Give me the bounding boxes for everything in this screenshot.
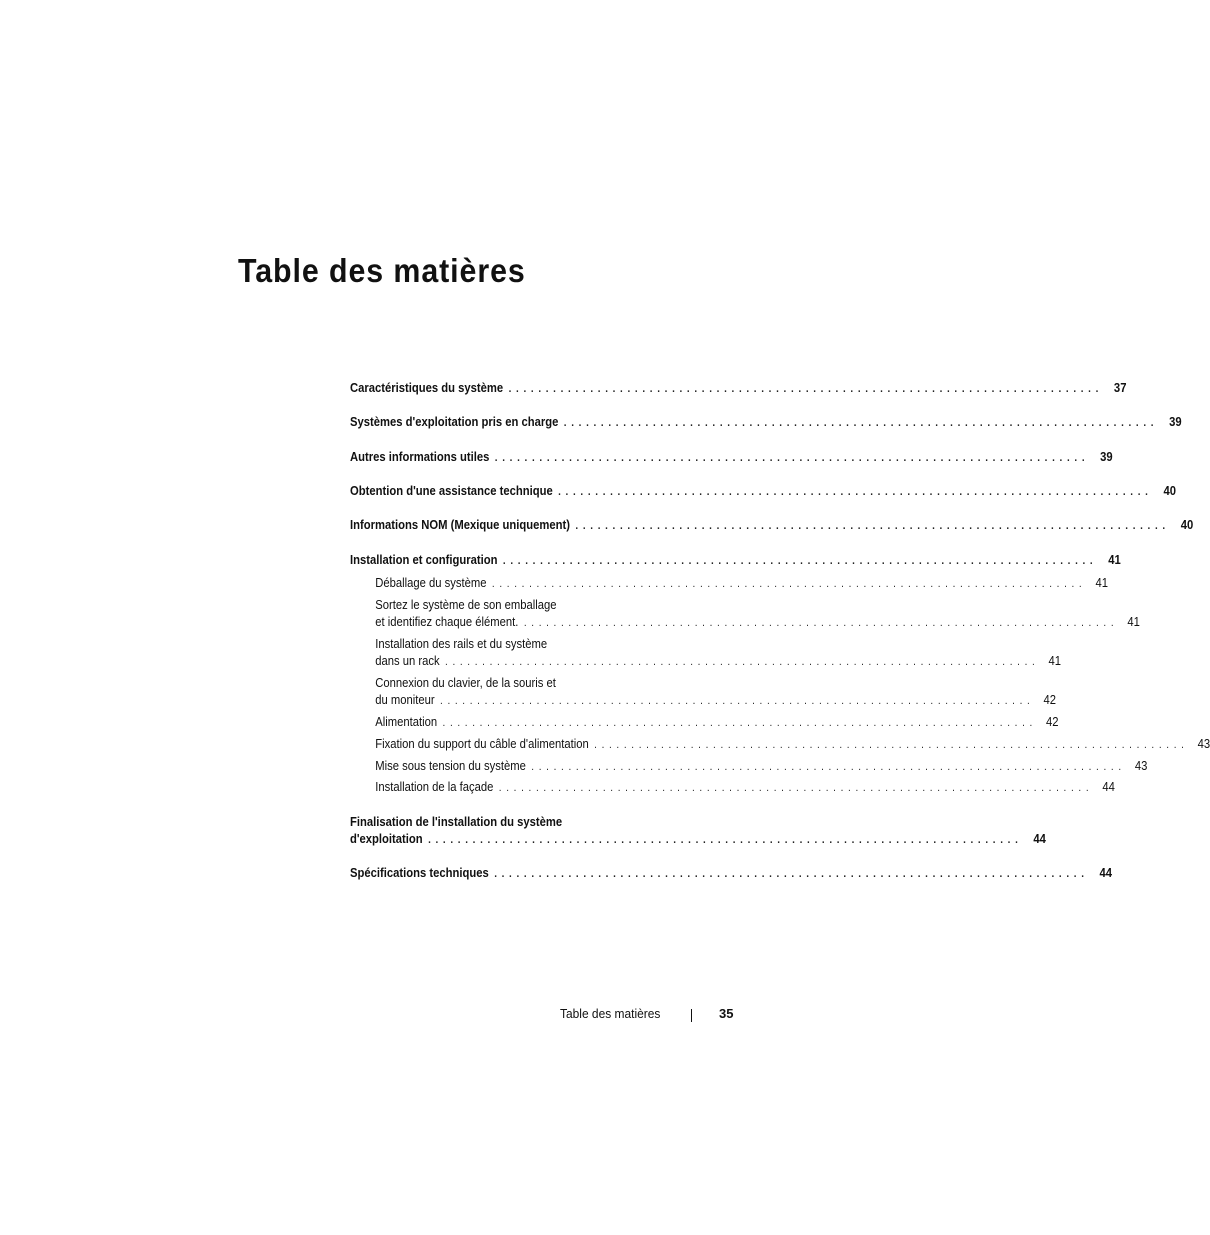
dot-leader: ................................................................................ xyxy=(494,868,1089,880)
toc-entry-title: Déballage du système xyxy=(375,576,487,590)
toc-entry[interactable] xyxy=(350,483,1176,500)
toc-entry-title-line: Sortez le système de son emballage xyxy=(375,598,557,612)
toc-entry-title-line: Connexion du clavier, de la souris et xyxy=(375,676,556,690)
toc-entry-page-number: 39 xyxy=(1169,415,1182,429)
toc-entry-page-number: 42 xyxy=(1043,693,1057,707)
dot-leader: ................................................................................ xyxy=(491,578,1087,590)
page-number: 35 xyxy=(719,1006,734,1021)
toc-entry-page-number: 43 xyxy=(1134,759,1148,773)
footer-separator xyxy=(691,1009,692,1022)
dot-leader: ................................................................................ xyxy=(494,452,1090,464)
toc-entry[interactable] xyxy=(350,449,1113,466)
toc-entry-page-number: 40 xyxy=(1180,518,1194,532)
toc-entry-title: Obtention d'une assistance technique xyxy=(350,484,553,498)
toc-entry-title: Caractéristiques du système xyxy=(350,381,504,395)
toc-entry-title: Autres informations utiles xyxy=(350,450,490,464)
dot-leader: ................................................................................ xyxy=(523,617,1119,629)
dot-leader: ................................................................................ xyxy=(440,695,1035,707)
toc-entry[interactable] xyxy=(350,814,1046,848)
dot-leader: ................................................................................ xyxy=(531,761,1126,773)
dot-leader: ................................................................................ xyxy=(508,383,1104,395)
toc-entry[interactable] xyxy=(350,758,1148,775)
toc-entry[interactable] xyxy=(350,636,1062,670)
toc-entry-title: Informations NOM (Mexique uniquement) xyxy=(350,518,571,532)
dot-leader: ................................................................................ xyxy=(575,520,1170,532)
toc-entry-title: Installation et configuration xyxy=(350,553,498,567)
dot-leader: ................................................................................ xyxy=(498,782,1094,794)
page-footer xyxy=(560,1006,740,1021)
page-title: Table des matières xyxy=(238,252,526,289)
toc-entry[interactable] xyxy=(350,517,1194,534)
toc-entry-title: Fixation du support du câble d'alimentation xyxy=(375,737,589,751)
toc-entry-title-line: Finalisation de l'installation du système xyxy=(350,815,563,829)
dot-leader: ................................................................................ xyxy=(428,834,1023,846)
toc-entry-title: Installation de la façade xyxy=(375,780,494,794)
toc-entry[interactable] xyxy=(350,575,1108,592)
toc-entry[interactable] xyxy=(350,675,1057,709)
dot-leader: ................................................................................ xyxy=(502,555,1098,567)
toc-entry[interactable] xyxy=(350,714,1059,731)
toc-entry[interactable] xyxy=(350,380,1127,397)
toc-entry-page-number: 44 xyxy=(1033,832,1046,846)
toc-entry[interactable] xyxy=(350,865,1113,882)
toc-entry[interactable] xyxy=(350,779,1115,796)
toc-entry-page-number: 39 xyxy=(1100,450,1113,464)
toc-entry-page-number: 37 xyxy=(1113,381,1127,395)
toc-entry-page-number: 44 xyxy=(1102,780,1115,794)
toc-entry-title: du moniteur xyxy=(375,693,435,707)
toc-entry[interactable] xyxy=(350,552,1121,569)
toc-entry[interactable] xyxy=(350,736,1210,753)
toc-entry-page-number: 42 xyxy=(1046,715,1059,729)
toc-entry-title: Alimentation xyxy=(375,715,438,729)
toc-entry-page-number: 44 xyxy=(1099,866,1113,880)
footer-title: Table des matières xyxy=(560,1006,661,1021)
toc-entry-page-number: 41 xyxy=(1048,654,1062,668)
toc-entry-title: dans un rack xyxy=(375,654,440,668)
toc-entry-title-line: Installation des rails et du système xyxy=(375,637,548,651)
dot-leader: ................................................................................ xyxy=(442,717,1037,729)
toc-entry-title: et identifiez chaque élément. xyxy=(375,615,519,629)
toc-entry-title: Mise sous tension du système xyxy=(375,759,526,773)
dot-leader: ................................................................................ xyxy=(563,417,1159,429)
toc-entry-page-number: 43 xyxy=(1197,737,1210,751)
dot-leader: ................................................................................ xyxy=(558,486,1153,498)
toc-entry-title: Systèmes d'exploitation pris en charge xyxy=(350,415,559,429)
toc-entry-page-number: 41 xyxy=(1108,553,1121,567)
toc-entry[interactable] xyxy=(350,414,1182,431)
dot-leader: ................................................................................ xyxy=(594,739,1189,751)
toc-entry-page-number: 41 xyxy=(1127,615,1140,629)
toc-entry-page-number: 41 xyxy=(1095,576,1108,590)
toc-entry-title: Spécifications techniques xyxy=(350,866,489,880)
toc-entry[interactable] xyxy=(350,597,1140,631)
toc-entry-title: d'exploitation xyxy=(350,832,423,846)
toc-entry-page-number: 40 xyxy=(1163,484,1176,498)
dot-leader: ................................................................................ xyxy=(445,656,1040,668)
